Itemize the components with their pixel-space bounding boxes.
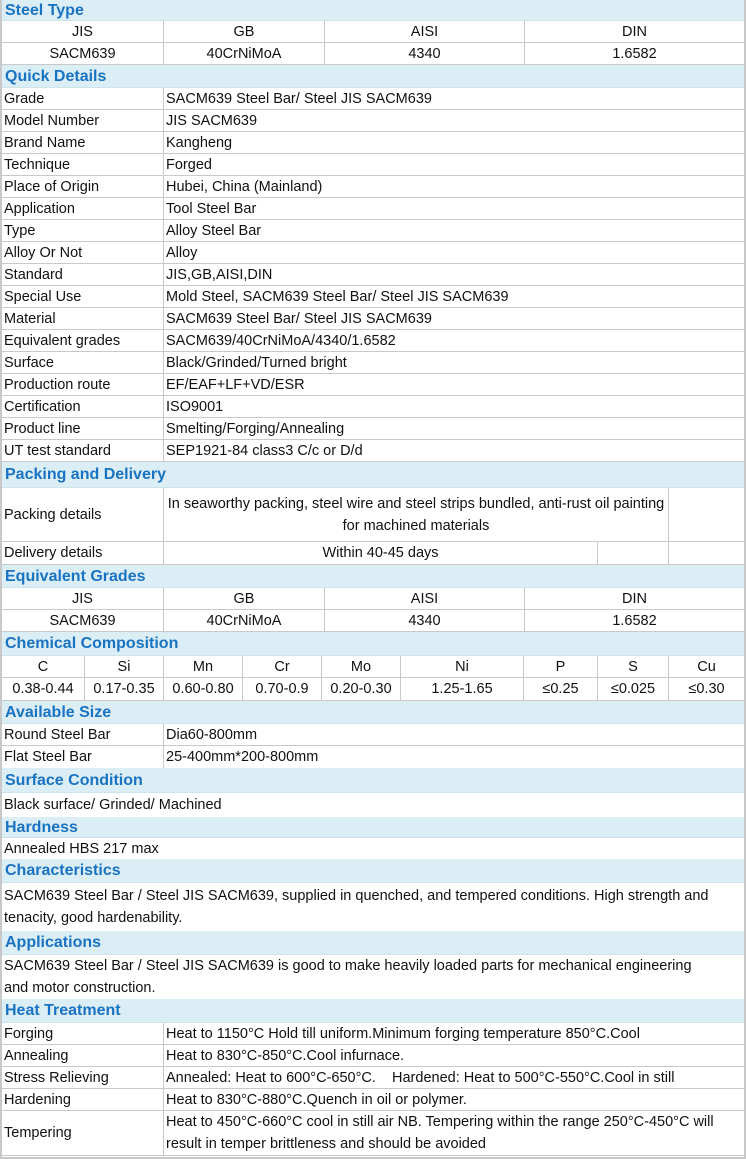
heat-treatment-label: Forging: [4, 1025, 54, 1042]
quick-details-value: Mold Steel, SACM639 Steel Bar/ Steel JIS SACM639: [163, 286, 744, 307]
chemical-element-value: 0.70-0.9: [242, 678, 321, 700]
quick-details-row: [2, 88, 744, 110]
equivalent-header-row: [2, 588, 744, 610]
equivalent-value: 1.6582: [524, 610, 744, 631]
chemical-element-header: Mn: [163, 656, 242, 677]
chemical-element-header: Cr: [242, 656, 321, 677]
equivalent-header: AISI: [324, 588, 524, 609]
packing-details-value: In seaworthy packing, steel wire and steel strips bundled, anti-rust oil painting for machined materials: [163, 488, 668, 541]
chemical-element-value: 0.38-0.44: [12, 681, 74, 697]
section-surface-condition: Surface Condition: [2, 768, 744, 793]
quick-details-row: [2, 418, 744, 440]
hardness-row: [2, 838, 744, 859]
chemical-element-header: P: [523, 656, 597, 677]
heat-treatment-value: Heat to 450°C-660°C cool in still air NB. Tempering within the range 250°C-450°C will result in temper brittleness and should be avoided: [163, 1111, 744, 1155]
heat-treatment-row: [2, 1045, 744, 1067]
packing-details-row: [2, 488, 744, 542]
delivery-details-row: [2, 542, 744, 565]
quick-details-row: [2, 176, 744, 198]
chemical-element-value: 0.20-0.30: [321, 678, 400, 700]
applications-text: SACM639 Steel Bar / Steel JIS SACM639 is good to make heavily loaded parts for mechanical engineering and motor construction.: [4, 958, 692, 996]
spec-sheet: [2, 0, 744, 1157]
section-applications: Applications: [2, 931, 744, 955]
chemical-element-header: Mo: [321, 656, 400, 677]
quick-details-row: [2, 308, 744, 330]
chemical-element-value: ≤0.025: [597, 678, 668, 700]
quick-details-value: SACM639/40CrNiMoA/4340/1.6582: [163, 330, 744, 351]
quick-details-value: SACM639 Steel Bar/ Steel JIS SACM639: [163, 88, 744, 109]
surface-row: [2, 793, 744, 817]
steel-type-value-row: [2, 43, 744, 65]
heat-treatment-label: Tempering: [4, 1125, 72, 1141]
characteristics-text: SACM639 Steel Bar / Steel JIS SACM639, supplied in quenched, and tempered conditions. High strength and tenacity, good hardenability.: [4, 888, 709, 926]
heat-treatment-value: Heat to 830°C-880°C.Quench in oil or polymer.: [163, 1089, 744, 1110]
chemical-element-header: Si: [84, 656, 163, 677]
quick-details-label: Equivalent grades: [4, 332, 121, 349]
equivalent-header: DIN: [524, 588, 744, 609]
section-steel-type: Steel Type: [2, 0, 744, 21]
quick-details-value: JIS,GB,AISI,DIN: [163, 264, 744, 285]
section-hardness: Hardness: [2, 817, 744, 838]
quick-details-value: Alloy: [163, 242, 744, 263]
quick-details-row: [2, 220, 744, 242]
quick-details-row: [2, 154, 744, 176]
quick-details-row: [2, 242, 744, 264]
heat-treatment-row: [2, 1089, 744, 1111]
characteristics-row: [2, 883, 744, 931]
heat-treatment-row: [2, 1023, 744, 1045]
section-characteristics: Characteristics: [2, 859, 744, 883]
steel-type-header: JIS: [72, 23, 93, 40]
size-row: [2, 746, 744, 768]
empty-cell: [668, 488, 744, 541]
quick-details-value: EF/EAF+LF+VD/ESR: [163, 374, 744, 395]
empty-cell: [597, 542, 668, 564]
quick-details-label: Type: [4, 222, 36, 239]
equivalent-value: 40CrNiMoA: [163, 610, 324, 631]
packing-details-label: Packing details: [4, 506, 102, 523]
heat-treatment-row: [2, 1067, 744, 1089]
quick-details-value: SACM639 Steel Bar/ Steel JIS SACM639: [163, 308, 744, 329]
quick-details-value: JIS SACM639: [163, 110, 744, 131]
equivalent-value: SACM639: [49, 612, 116, 629]
quick-details-label: Production route: [4, 376, 111, 393]
equivalent-header: GB: [163, 588, 324, 609]
section-equivalent-grades: Equivalent Grades: [2, 565, 744, 588]
chemical-element-value: 1.25-1.65: [400, 678, 523, 700]
chemical-element-value: ≤0.30: [668, 678, 744, 700]
quick-details-value: ISO9001: [163, 396, 744, 417]
quick-details-label: Special Use: [4, 288, 82, 305]
equivalent-value-row: [2, 610, 744, 632]
heat-treatment-label: Hardening: [4, 1091, 71, 1108]
quick-details-label: Certification: [4, 398, 81, 415]
quick-details-value: Forged: [163, 154, 744, 175]
quick-details-label: Application: [4, 200, 75, 217]
steel-type-value: 1.6582: [524, 43, 744, 64]
quick-details-row: [2, 440, 744, 462]
empty-cell: [668, 542, 744, 564]
steel-type-header: DIN: [524, 21, 744, 42]
quick-details-row: [2, 396, 744, 418]
quick-details-row: [2, 330, 744, 352]
heat-treatment-row: [2, 1111, 744, 1156]
size-value: Dia60-800mm: [163, 724, 744, 745]
heat-treatment-value: Annealed: Heat to 600°C-650°C. Hardened: Heat to 500°C-550°C.Cool in still: [163, 1067, 744, 1088]
section-heat-treatment: Heat Treatment: [2, 999, 744, 1023]
size-label: Flat Steel Bar: [4, 749, 92, 765]
quick-details-label: Surface: [4, 354, 54, 371]
steel-type-value: SACM639: [49, 45, 116, 62]
size-label: Round Steel Bar: [4, 726, 111, 743]
chemical-element-header: Cu: [668, 656, 744, 677]
section-quick-details: Quick Details: [2, 65, 744, 88]
steel-type-value: 40CrNiMoA: [163, 43, 324, 64]
heat-treatment-label: Annealing: [4, 1047, 69, 1064]
chemical-element-header: C: [37, 658, 49, 675]
chemical-element-header: Ni: [400, 656, 523, 677]
steel-type-value: 4340: [324, 43, 524, 64]
quick-details-label: Standard: [4, 266, 63, 283]
heat-treatment-label: Stress Relieving: [4, 1069, 109, 1086]
chemical-element-value: ≤0.25: [523, 678, 597, 700]
equivalent-header: JIS: [72, 590, 93, 607]
applications-row: [2, 955, 744, 999]
quick-details-row: [2, 374, 744, 396]
chemical-value-row: [2, 678, 744, 701]
section-packing-delivery: Packing and Delivery: [2, 462, 744, 488]
quick-details-value: SEP1921-84 class3 C/c or D/d: [163, 440, 744, 461]
quick-details-row: [2, 352, 744, 374]
section-chemical-composition: Chemical Composition: [2, 632, 744, 656]
delivery-details-value: Within 40-45 days: [163, 542, 597, 564]
quick-details-value: Kangheng: [163, 132, 744, 153]
chemical-element-value: 0.60-0.80: [163, 678, 242, 700]
quick-details-label: Brand Name: [4, 134, 86, 151]
steel-type-header-row: [2, 21, 744, 43]
section-available-size: Available Size: [2, 701, 744, 724]
steel-type-header: AISI: [324, 21, 524, 42]
quick-details-label: Model Number: [4, 112, 100, 129]
size-row: [2, 724, 744, 746]
quick-details-label: Technique: [4, 156, 71, 173]
quick-details-value: Hubei, China (Mainland): [163, 176, 744, 197]
quick-details-row: [2, 132, 744, 154]
delivery-details-label: Delivery details: [4, 545, 103, 561]
quick-details-label: Alloy Or Not: [4, 244, 83, 261]
quick-details-row: [2, 286, 744, 308]
quick-details-value: Smelting/Forging/Annealing: [163, 418, 744, 439]
chemical-element-header: S: [597, 656, 668, 677]
hardness-text: Annealed HBS 217 max: [4, 840, 159, 857]
chemical-element-value: 0.17-0.35: [84, 678, 163, 700]
quick-details-label: UT test standard: [4, 442, 111, 459]
quick-details-value: Black/Grinded/Turned bright: [163, 352, 744, 373]
quick-details-value: Tool Steel Bar: [163, 198, 744, 219]
equivalent-value: 4340: [324, 610, 524, 631]
surface-text: Black surface/ Grinded/ Machined: [4, 797, 222, 813]
quick-details-row: [2, 198, 744, 220]
steel-type-header: GB: [163, 21, 324, 42]
quick-details-label: Product line: [4, 420, 81, 437]
quick-details-value: Alloy Steel Bar: [163, 220, 744, 241]
heat-treatment-value: Heat to 1150°C Hold till uniform.Minimum forging temperature 850°C.Cool: [163, 1023, 744, 1044]
chemical-header-row: [2, 656, 744, 678]
quick-details-row: [2, 264, 744, 286]
quick-details-label: Place of Origin: [4, 178, 100, 195]
size-value: 25-400mm*200-800mm: [163, 746, 744, 768]
quick-details-label: Grade: [4, 90, 45, 107]
heat-treatment-value: Heat to 830°C-850°C.Cool infurnace.: [163, 1045, 744, 1066]
quick-details-row: [2, 110, 744, 132]
quick-details-label: Material: [4, 310, 56, 327]
